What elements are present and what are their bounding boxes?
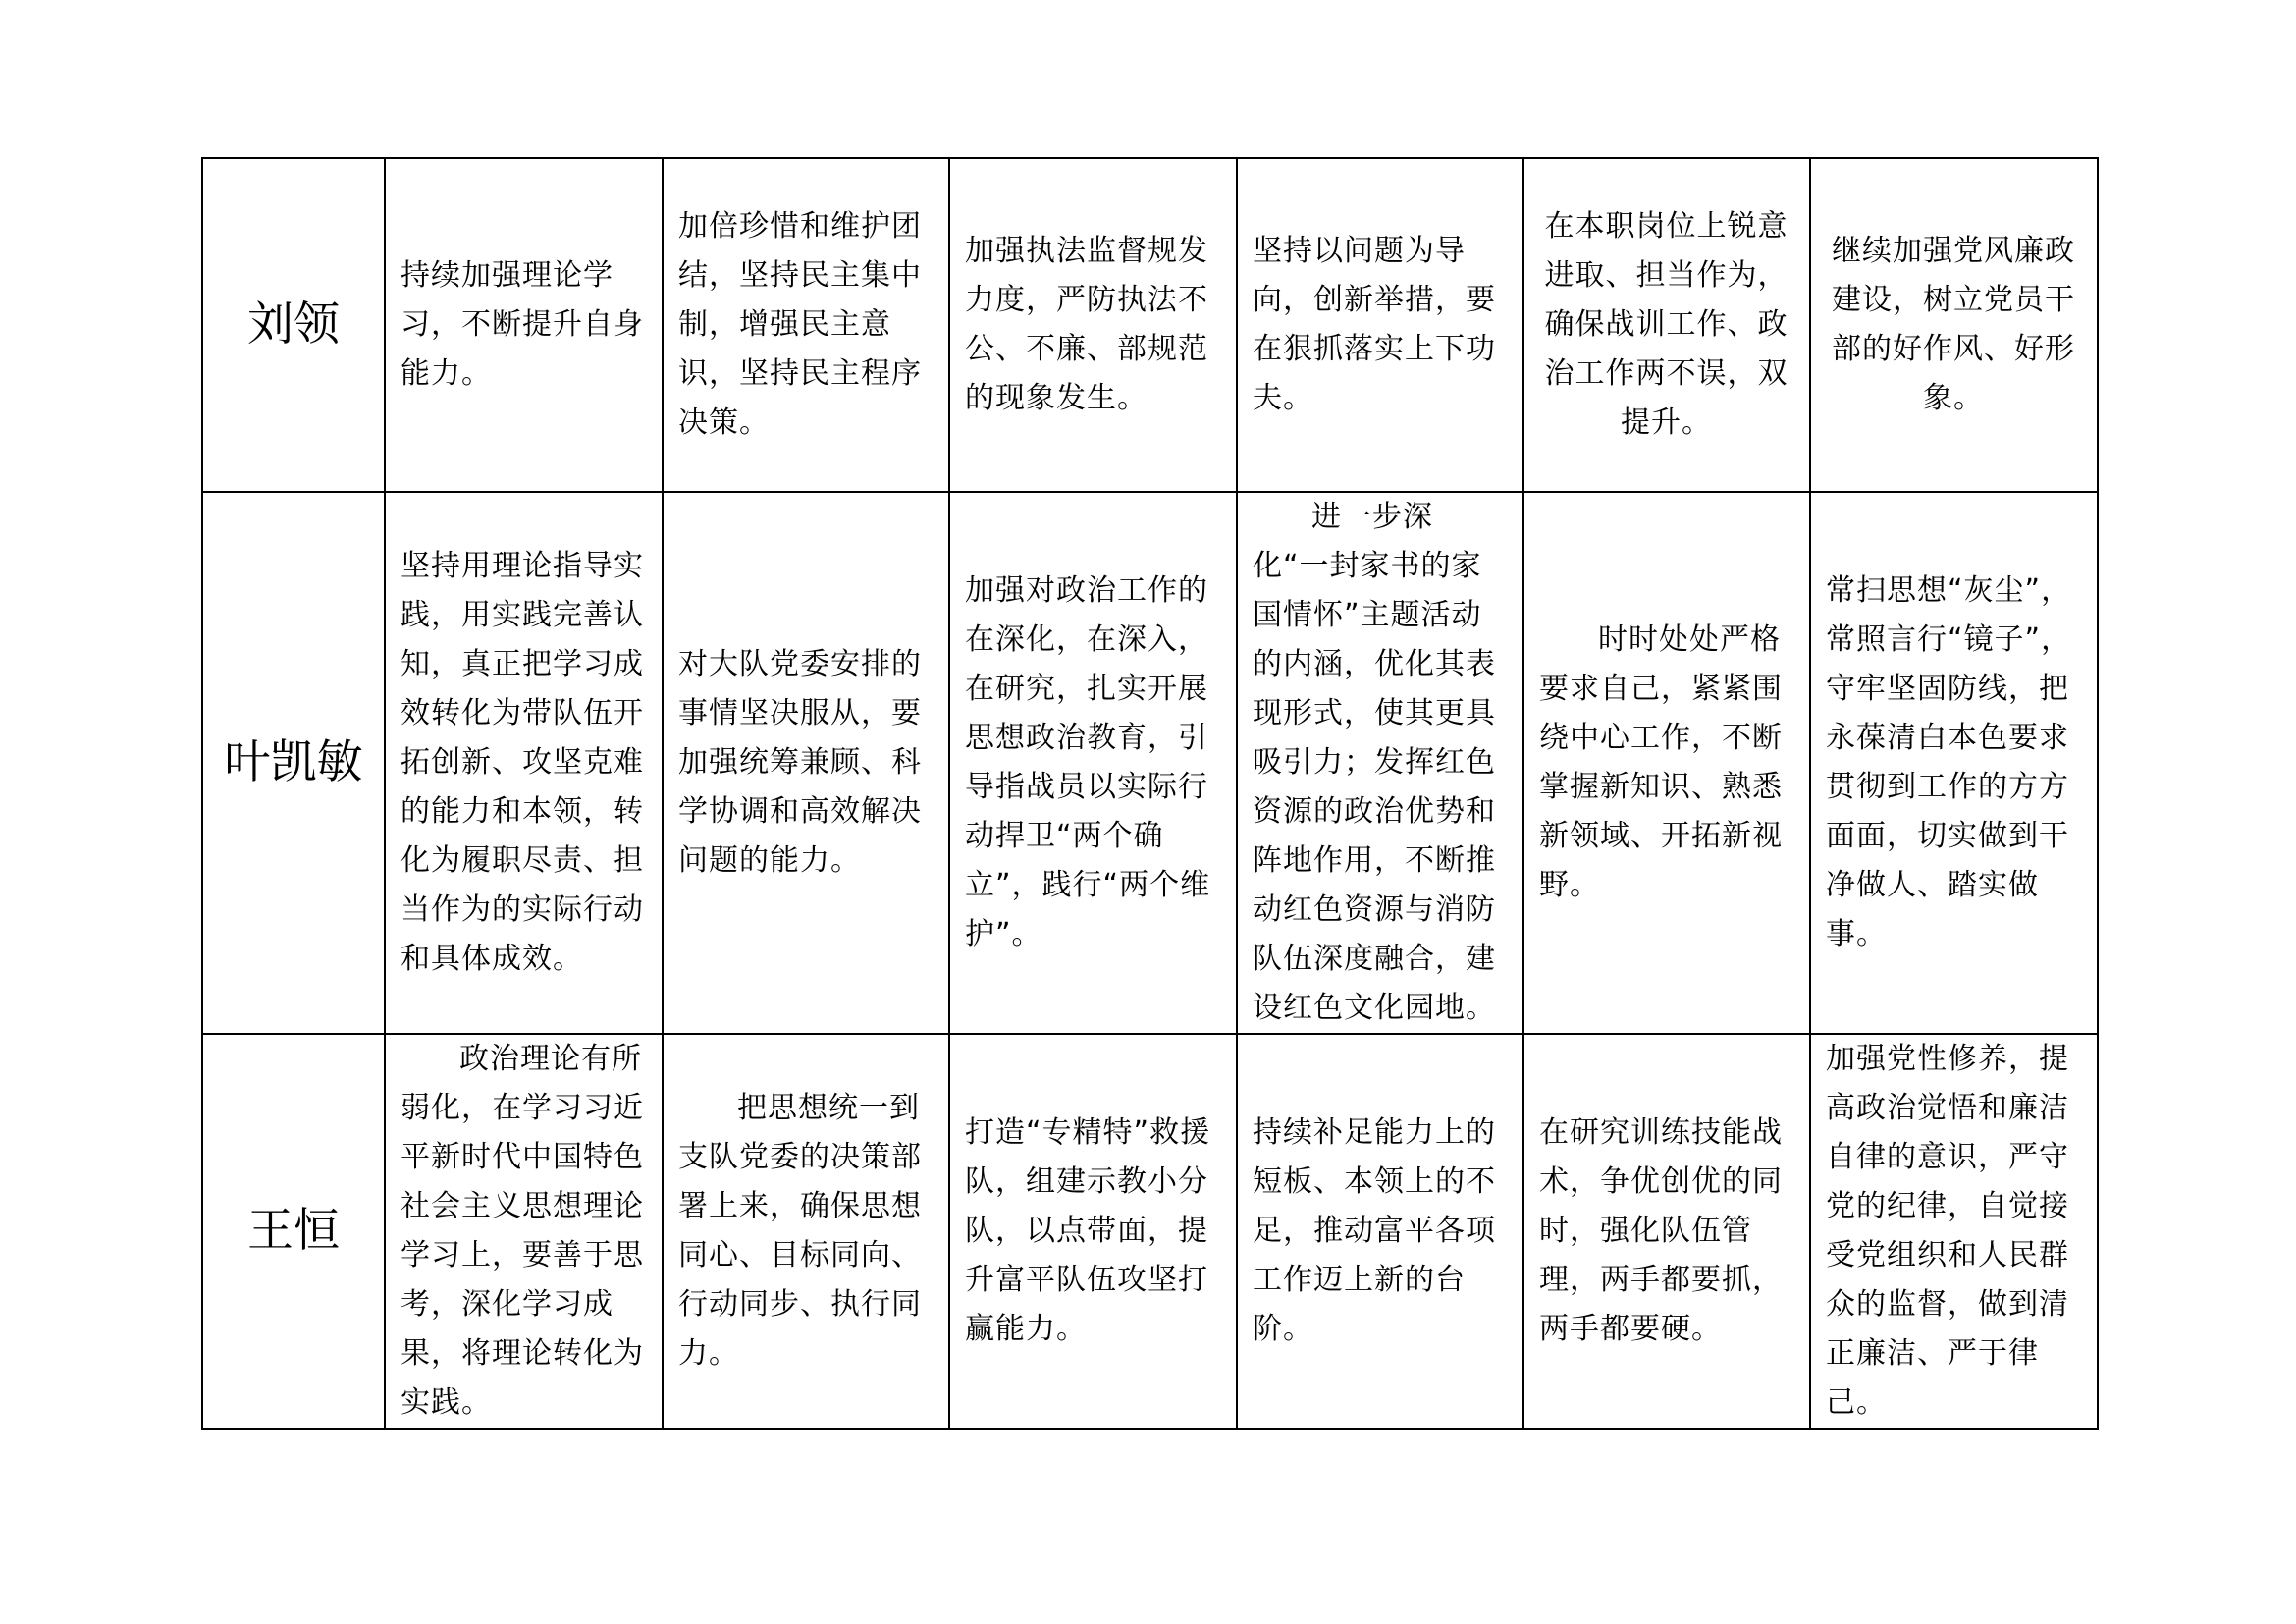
rectification-table xyxy=(201,157,2099,1430)
table-cell: 坚持以问题为导向，创新举措，要在狠抓落实上下功夫。 xyxy=(1237,158,1523,492)
table-cell: 加强党性修养，提高政治觉悟和廉洁自律的意识，严守党的纪律，自觉接受党组织和人民群众的监督，做到清正廉洁、严于律己。 xyxy=(1810,1034,2098,1429)
table-cell: 进一步深化“一封家书的家国情怀”主题活动的内涵，优化其表现形式，使其更具吸引力；发挥红色资源的政治优势和阵地作用，不断推动红色资源与消防队伍深度融合，建设红色文化园地。 xyxy=(1237,492,1523,1034)
table-cell: 持续加强理论学习，不断提升自身能力。 xyxy=(385,158,663,492)
table-cell: 对大队党委安排的事情坚决服从，要加强统筹兼顾、科学协调和高效解决问题的能力。 xyxy=(663,492,949,1034)
person-name: 叶凯敏 xyxy=(202,492,385,1034)
table-cell: 政治理论有所弱化，在学习习近平新时代中国特色社会主义思想理论学习上，要善于思考，深化学习成果，将理论转化为实践。 xyxy=(385,1034,663,1429)
table-cell: 时时处处严格要求自己，紧紧围绕中心工作，不断掌握新知识、熟悉新领域、开拓新视野。 xyxy=(1523,492,1810,1034)
table-row xyxy=(202,158,2098,492)
table-cell: 坚持用理论指导实践，用实践完善认知，真正把学习成效转化为带队伍开拓创新、攻坚克难的能力和本领，转化为履职尽责、担当作为的实际行动和具体成效。 xyxy=(385,492,663,1034)
table-cell: 持续补足能力上的短板、本领上的不足，推动富平各项工作迈上新的台阶。 xyxy=(1237,1034,1523,1429)
table-cell: 在研究训练技能战术，争优创优的同时，强化队伍管理，两手都要抓，两手都要硬。 xyxy=(1523,1034,1810,1429)
person-name: 刘领 xyxy=(202,158,385,492)
table-row xyxy=(202,492,2098,1034)
table-cell: 常扫思想“灰尘”，常照言行“镜子”，守牢坚固防线，把永葆清白本色要求贯彻到工作的方方面面，切实做到干净做人、踏实做事。 xyxy=(1810,492,2098,1034)
table-cell: 加倍珍惜和维护团结，坚持民主集中制，增强民主意识，坚持民主程序决策。 xyxy=(663,158,949,492)
table-cell: 继续加强党风廉政建设，树立党员干部的好作风、好形象。 xyxy=(1810,158,2098,492)
table-cell: 加强对政治工作的在深化，在深入，在研究，扎实开展思想政治教育，引导指战员以实际行动捍卫“两个确立”，践行“两个维护”。 xyxy=(949,492,1237,1034)
table-cell: 把思想统一到支队党委的决策部署上来，确保思想同心、目标同向、行动同步、执行同力。 xyxy=(663,1034,949,1429)
table-cell: 加强执法监督规发力度，严防执法不公、不廉、部规范的现象发生。 xyxy=(949,158,1237,492)
table-cell: 打造“专精特”救援队，组建示教小分队，以点带面，提升富平队伍攻坚打赢能力。 xyxy=(949,1034,1237,1429)
person-name: 王恒 xyxy=(202,1034,385,1429)
table-cell: 在本职岗位上锐意进取、担当作为，确保战训工作、政治工作两不误，双提升。 xyxy=(1523,158,1810,492)
table-row xyxy=(202,1034,2098,1429)
